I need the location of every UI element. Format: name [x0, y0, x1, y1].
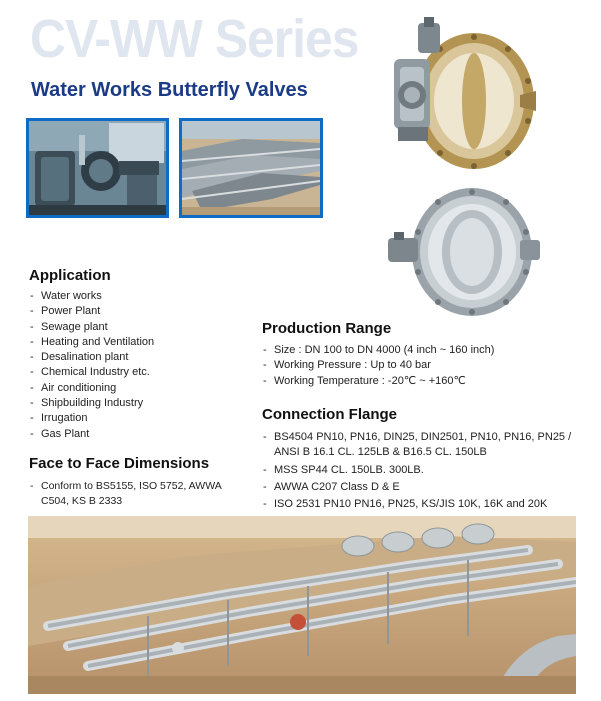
list-item: - Sewage plant: [29, 320, 239, 335]
list-item: - Power Plant: [29, 304, 239, 319]
list-item: - Desalination plant: [29, 350, 239, 365]
plant-photo: [179, 118, 323, 218]
list-item: - Shipbuilding Industry: [29, 396, 239, 411]
face-to-face-heading: Face to Face Dimensions: [29, 455, 210, 472]
production-range-list: [262, 343, 582, 389]
list-item: - Irrugation: [29, 411, 239, 426]
list-item: - Gas Plant: [29, 427, 239, 442]
connection-flange-heading: Connection Flange: [262, 406, 397, 423]
gold-butterfly-valve-image: [380, 15, 538, 173]
list-item: - Size : DN 100 to DN 4000 (4 inch ~ 160 inch): [262, 343, 582, 358]
list-item: - Conform to BS5155, ISO 5752, AWWA C504, KS B 2333: [29, 479, 244, 510]
production-range-heading: Production Range: [262, 320, 392, 337]
list-item: - Working Temperature : -20℃ ~ +160℃: [262, 374, 582, 389]
list-item: - Chemical Industry etc.: [29, 365, 239, 380]
list-item: - Heating and Ventilation: [29, 335, 239, 350]
connection-flange-list: [262, 430, 580, 514]
machinery-photo: [26, 118, 169, 218]
list-item: - ISO 2531 PN10 PN16, PN25, KS/JIS 10K, 16K and 20K: [262, 497, 580, 512]
application-list: [29, 289, 239, 442]
application-heading: Application: [29, 267, 111, 284]
face-to-face-list: [29, 479, 244, 512]
list-item: - Water works: [29, 289, 239, 304]
list-item: - Working Pressure : Up to 40 bar: [262, 358, 582, 373]
water-plant-pipeline-photo: [28, 516, 576, 694]
subtitle: Water Works Butterfly Valves: [31, 79, 308, 101]
silver-butterfly-valve-image: [388, 180, 540, 322]
list-item: - AWWA C207 Class D & E: [262, 480, 580, 495]
list-item: - BS4504 PN10, PN16, DIN25, DIN2501, PN10, PN16, PN25 / ANSI B 16.1 CL. 125LB & B16.5 CL. 150LB: [262, 430, 580, 461]
list-item: - Air conditioning: [29, 381, 239, 396]
list-item: - MSS SP44 CL. 150LB. 300LB.: [262, 463, 580, 478]
series-title: CV-WW Series: [30, 9, 359, 69]
